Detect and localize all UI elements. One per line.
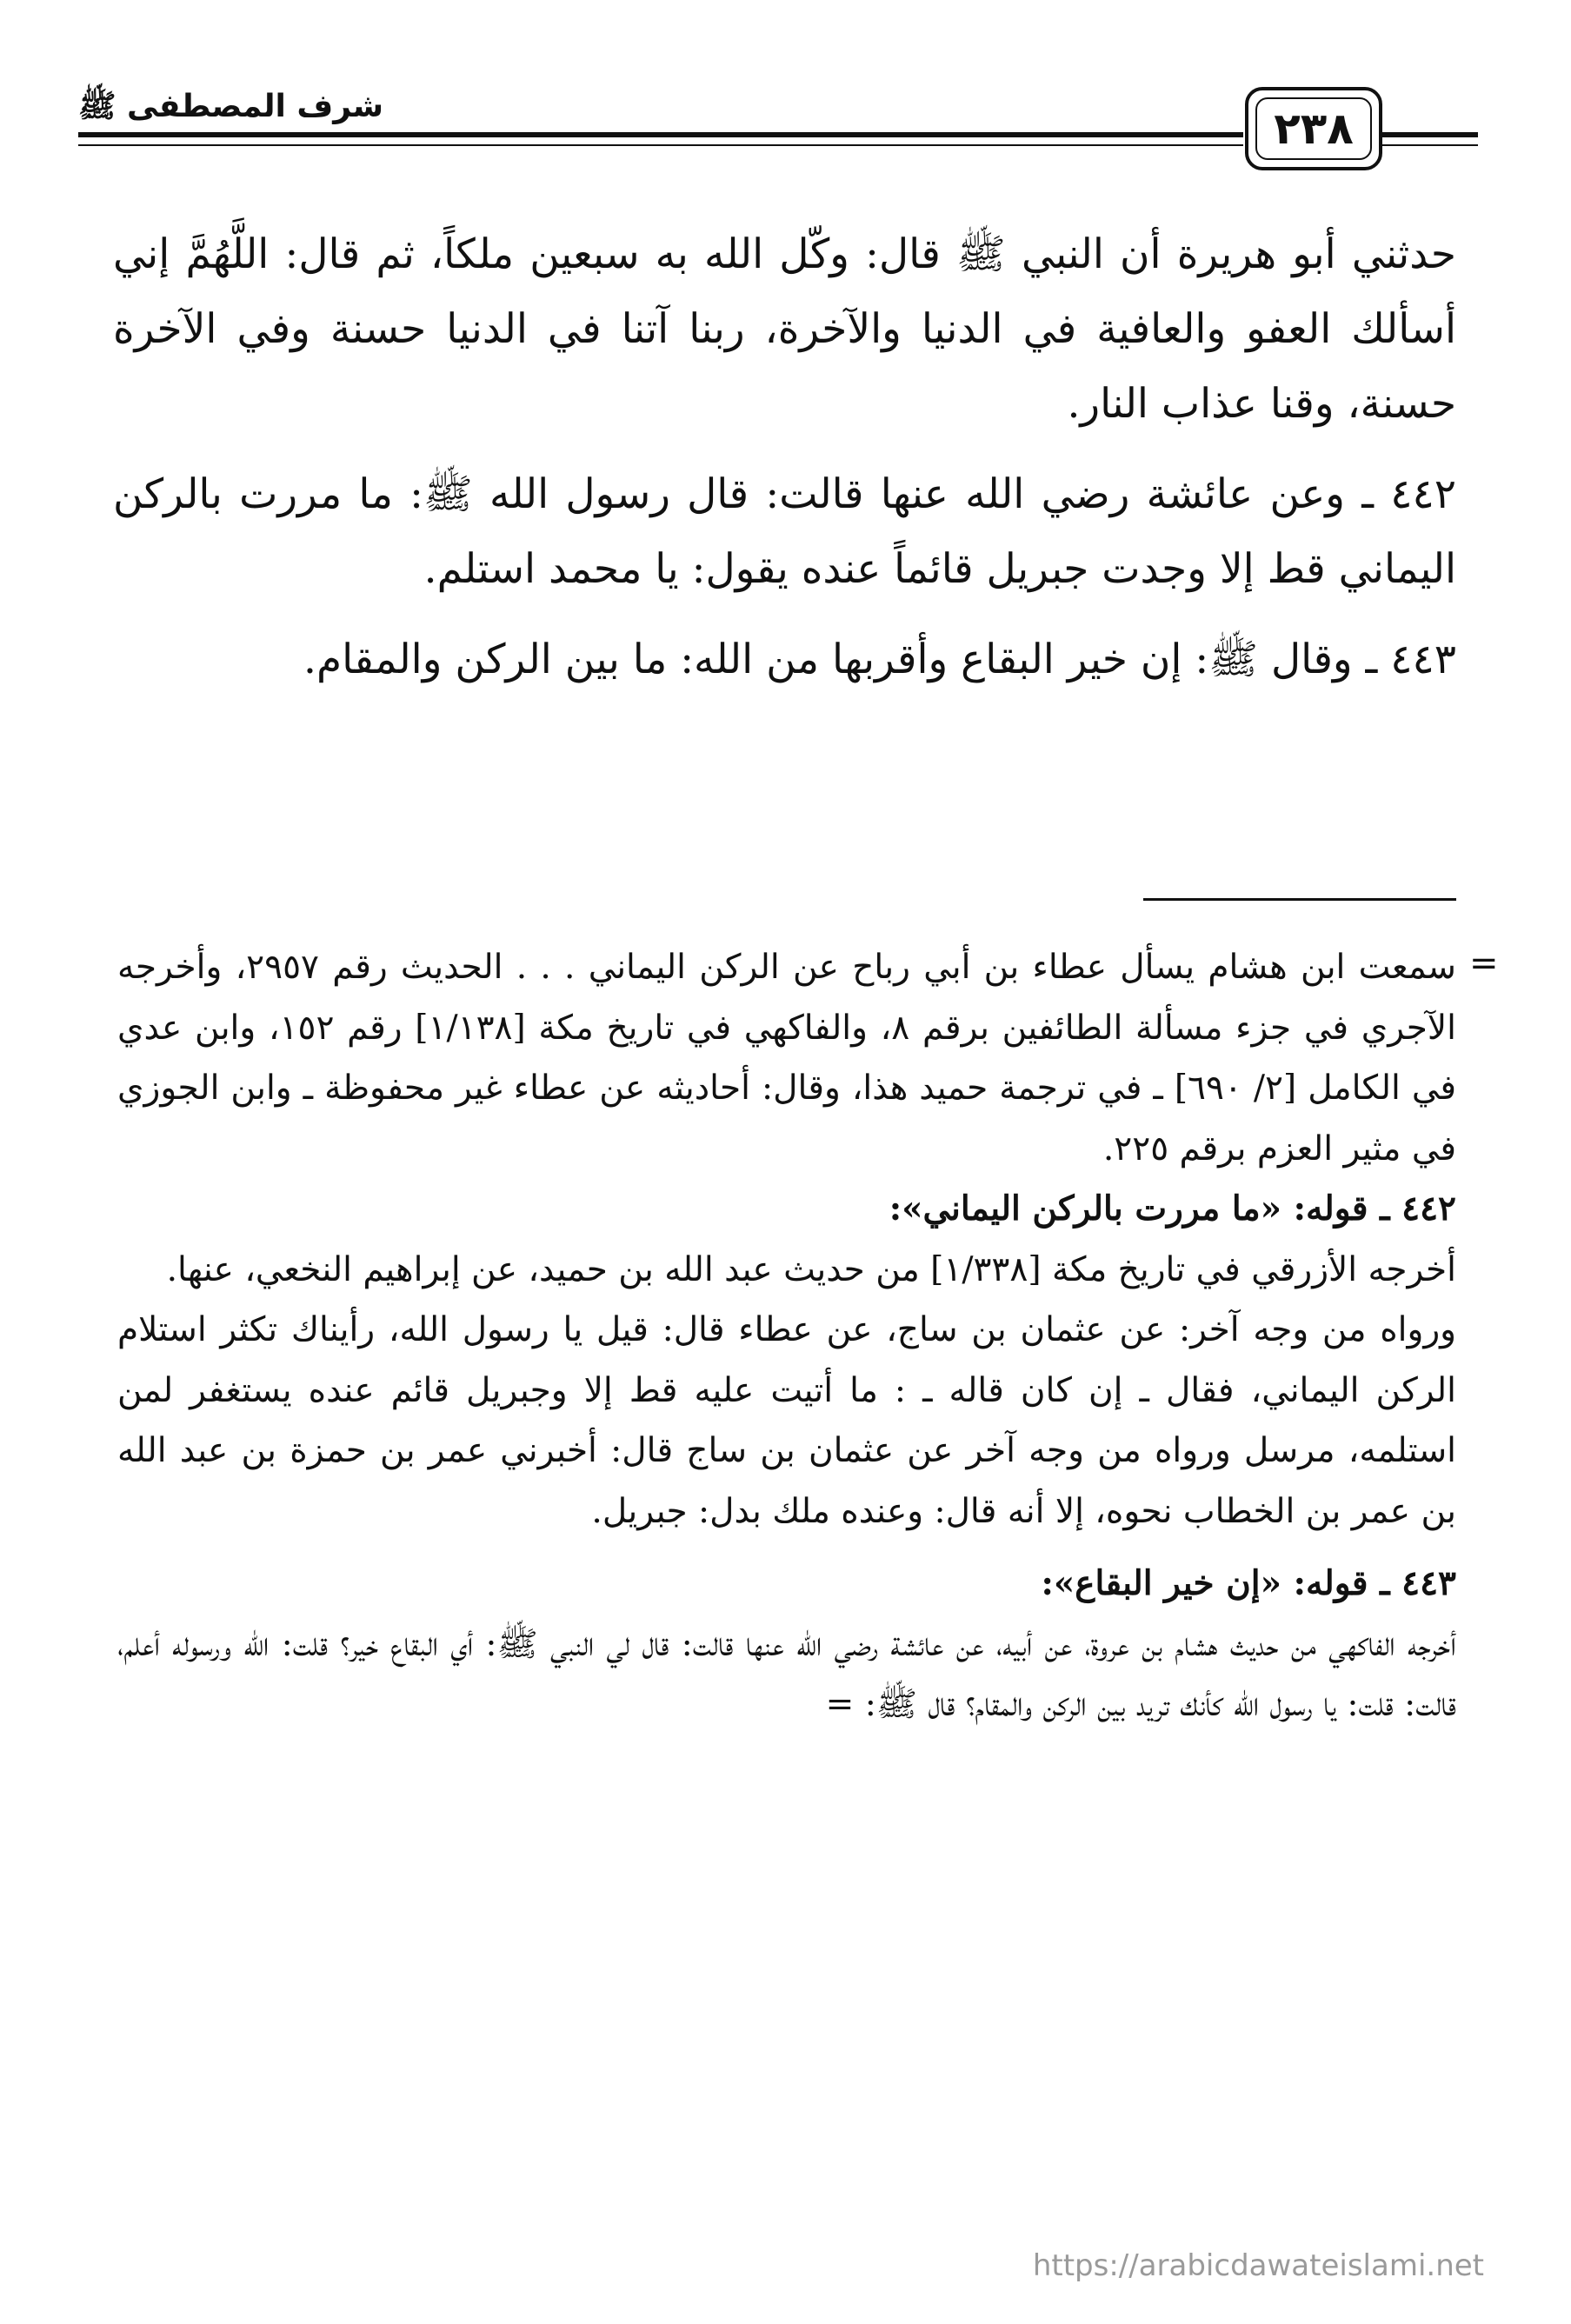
footnote-paragraph-3: ورواه من وجه آخر: عن عثمان بن ساج، عن عطاء قال: قيل يا رسول الله، رأيناك تكثر استلام الركن اليماني، فقال ـ إن كان قاله ـ : ما أتيت عليه قط إلا وجبريل قائم عنده يستغفر لمن استلمه، مرسل ورواه من وجه آخر عن عثمان بن ساج قال: أخبرني عمر بن حمزة بن عبد الله بن عمر بن الخطاب نحوه، إلا أنه قال: وعنده ملك بدل: جبريل. — [117, 1310, 1456, 1531]
main-paragraph-hadith-443: ٤٤٣ ـ وقال ﷺ: إن خير البقاع وأقربها من الله: ما بين الركن والمقام. — [303, 636, 1456, 683]
header-rule-right-thin — [1382, 144, 1478, 146]
main-paragraph-hadith-442: ٤٤٢ ـ وعن عائشة رضي الله عنها قالت: قال رسول الله ﷺ: ما مررت بالركن اليماني قط إلا وجدت جبريل قائماً عنده يقول: يا محمد استلم. — [113, 470, 1456, 593]
continuation-mark-top: = — [1469, 943, 1499, 983]
footnote-paragraph-4: أخرجه الفاكهي من حديث هشام بن عروة، عن أبيه، عن عائشة رضي الله عنها قالت: قال لي النبي ﷺ: أي البقاع خير؟ قلت: الله ورسوله أعلم، قالت: قلت: يا رسول الله كأنك تريد بين الركن والمقام؟ قال ﷺ: = — [117, 1624, 1456, 1724]
footnotes — [117, 937, 1456, 1735]
footnote-separator — [1143, 898, 1456, 901]
footnote-paragraph-1: سمعت ابن هشام يسأل عطاء بن أبي رباح عن الركن اليماني . . . الحديث رقم ٢٩٥٧، وأخرجه الآجري في جزء مسألة الطائفين برقم ٨، والفاكهي في تاريخ مكة [١/١٣٨] رقم ١٥٢، وابن عدي في الكامل [٢/ ٦٩٠] ـ في ترجمة حميد هذا، وقال: أحاديثه عن عطاء غير محفوظة ـ وابن الجوزي في مثير العزم برقم ٢٢٥. — [117, 948, 1456, 1169]
footnote-heading-442: ٤٤٢ ـ قوله: «ما مررت بالركن اليماني»: — [889, 1189, 1456, 1229]
watermark-url: https://arabicdawateislami.net — [1032, 2248, 1484, 2283]
main-text — [113, 217, 1456, 697]
page-number: ٢٣٨ — [1255, 97, 1372, 160]
page-number-frame — [1245, 87, 1382, 170]
header-rule-right-thick — [1382, 132, 1478, 137]
footnote-paragraph-2: أخرجه الأزرقي في تاريخ مكة [١/٣٣٨] من حديث عبد الله بن حميد، عن إبراهيم النخعي، عنها. — [166, 1249, 1456, 1289]
main-paragraph-1: حدثني أبو هريرة أن النبي ﷺ قال: وكّل الله به سبعين ملكاً، ثم قال: اللَّهُمَّ إني أسألك العفو والعافية في الدنيا والآخرة، ربنا آتنا في الدنيا حسنة وفي الآخرة حسنة، وقنا عذاب النار. — [113, 230, 1456, 428]
running-header-title: شرف المصطفى ﷺ — [78, 89, 384, 124]
header-rule-thick — [78, 132, 1243, 137]
header-rule-thin — [78, 144, 1243, 146]
footnote-heading-443: ٤٤٣ ـ قوله: «إن خير البقاع»: — [1041, 1563, 1456, 1603]
